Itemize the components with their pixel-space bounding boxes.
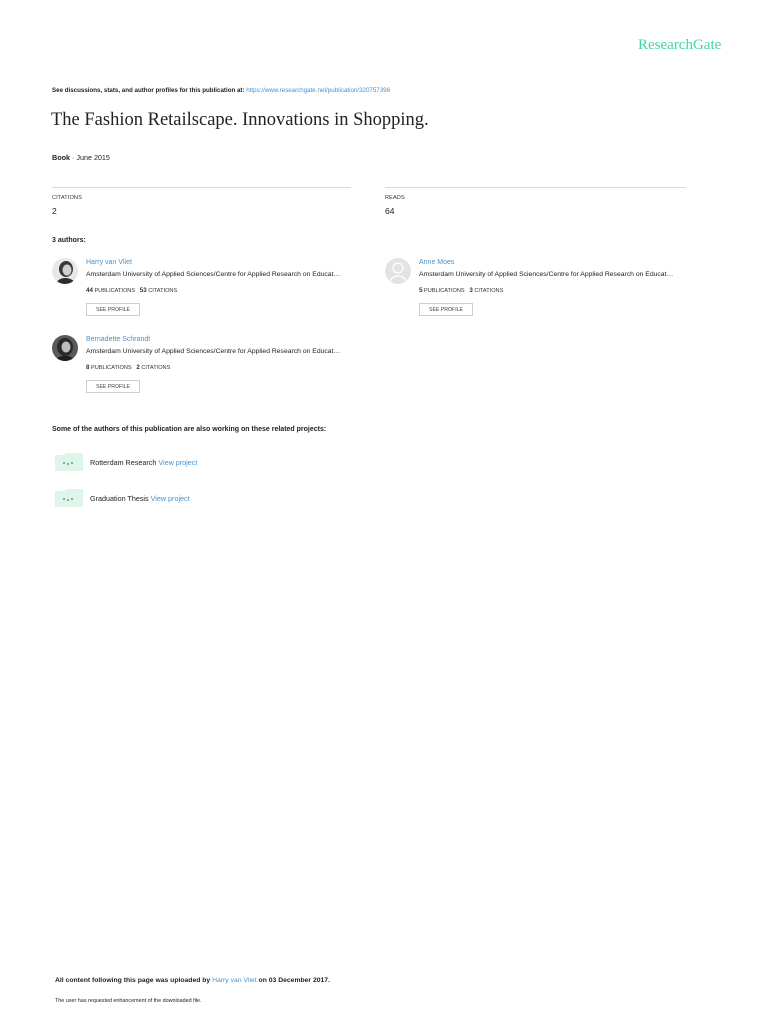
citations-count: 2	[136, 364, 140, 371]
discussions-line	[52, 87, 390, 94]
author-name-link[interactable]: Bernadette Schrandt	[86, 336, 151, 343]
see-profile-button[interactable]: SEE PROFILE	[86, 303, 140, 316]
author-stats	[419, 287, 503, 294]
author-avatar-photo-icon[interactable]	[52, 258, 78, 284]
page-title: The Fashion Retailscape. Innovations in Shopping.	[51, 110, 429, 130]
author-name-link[interactable]: Harry van Vliet	[86, 259, 132, 266]
publication-meta	[52, 153, 110, 162]
upload-prefix: All content following this page was uploaded by	[55, 977, 213, 984]
upload-notice	[55, 977, 330, 984]
citations-label: CITATIONS	[474, 288, 504, 294]
author-avatar-placeholder-icon[interactable]	[385, 258, 411, 284]
project-item	[90, 458, 197, 467]
view-project-link[interactable]: View project	[150, 494, 190, 503]
author-name-link[interactable]: Anne Moes	[419, 259, 455, 266]
author-affiliation: Amsterdam University of Applied Sciences/Centre for Applied Research on Educat…	[86, 271, 341, 278]
reads-label: READS	[385, 195, 405, 201]
uploader-link[interactable]: Harry van Vliet	[212, 977, 257, 984]
publication-type: Book	[52, 153, 70, 162]
citations-count: 53	[139, 287, 147, 294]
reads-value: 64	[385, 206, 395, 216]
publications-count: 5	[419, 287, 423, 294]
citations-count: 3	[469, 287, 473, 294]
reads-divider	[385, 187, 686, 188]
upload-suffix: on 03 December 2017.	[256, 977, 330, 984]
related-projects-heading: Some of the authors of this publication are also working on these related projects:	[52, 426, 327, 433]
publications-label: PUBLICATIONS	[94, 288, 136, 294]
author-stats	[86, 287, 177, 294]
project-name: Rotterdam Research	[90, 458, 157, 467]
enhancement-note: The user has requested enhancement of the downloaded file.	[55, 998, 202, 1004]
see-profile-button[interactable]: SEE PROFILE	[419, 303, 473, 316]
citations-label: CITATIONS	[52, 195, 82, 201]
publications-label: PUBLICATIONS	[91, 365, 132, 371]
citations-label: CITATIONS	[141, 365, 171, 371]
publication-link[interactable]: https://www.researchgate.net/publication/320757396	[246, 87, 391, 94]
authors-heading: 3 authors:	[52, 237, 86, 244]
discussions-text: See discussions, stats, and author profiles for this publication at:	[52, 87, 247, 94]
project-folder-icon	[55, 453, 83, 471]
publications-label: PUBLICATIONS	[424, 288, 465, 294]
project-folder-icon	[55, 489, 83, 507]
researchgate-logo[interactable]: ResearchGate	[638, 37, 722, 53]
author-affiliation: Amsterdam University of Applied Sciences/Centre for Applied Research on Educat…	[86, 348, 341, 355]
publications-count: 8	[86, 364, 90, 371]
project-name: Graduation Thesis	[90, 494, 149, 503]
citations-value: 2	[52, 206, 57, 216]
publications-count: 44	[86, 287, 93, 294]
publication-date: · June 2015	[69, 153, 110, 162]
author-affiliation: Amsterdam University of Applied Sciences/Centre for Applied Research on Educat…	[419, 271, 674, 278]
project-item	[90, 494, 190, 503]
author-avatar-photo-icon[interactable]	[52, 335, 78, 361]
view-project-link[interactable]: View project	[158, 458, 198, 467]
citations-label: CITATIONS	[148, 288, 178, 294]
author-stats	[86, 364, 170, 371]
see-profile-button[interactable]: SEE PROFILE	[86, 380, 140, 393]
citations-divider	[52, 187, 351, 188]
